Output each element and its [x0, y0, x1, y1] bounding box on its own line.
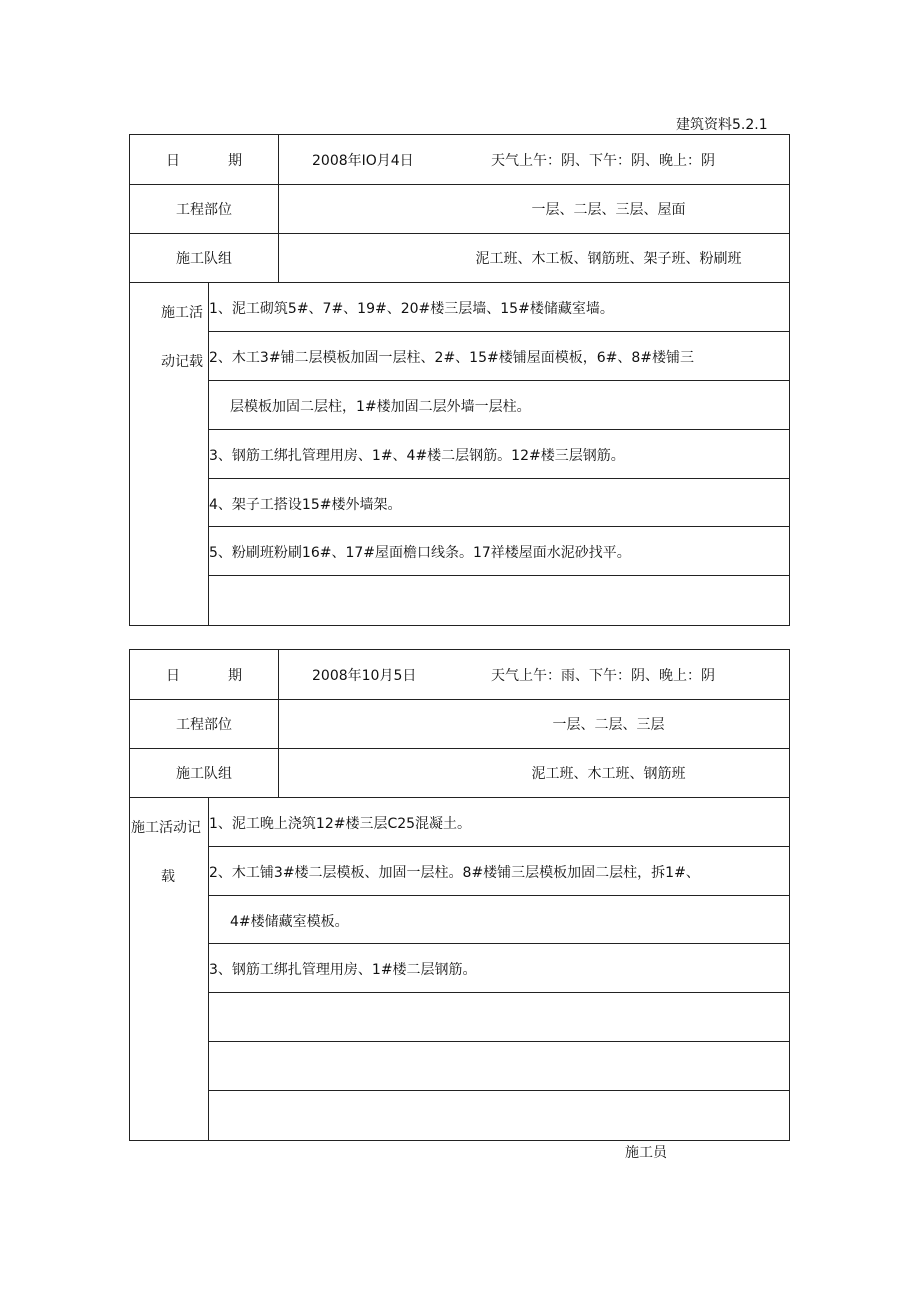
activity-row — [130, 283, 789, 625]
construction-log-table-2 — [129, 649, 790, 1141]
part-row — [130, 700, 789, 749]
team-label: 施工队组 — [130, 749, 279, 797]
activity-lines — [209, 283, 789, 625]
date-row — [130, 135, 789, 185]
activity-lines — [209, 798, 789, 1140]
team-value: 泥工班、木工板、钢筋班、架子班、粉刷班 — [475, 251, 742, 267]
team-label: 施工队组 — [130, 234, 279, 282]
construction-log-table-1 — [129, 134, 790, 626]
part-value: 一层、二层、三层 — [552, 717, 665, 733]
signer-label: 施工员 — [625, 1145, 667, 1161]
activity-line: 层模板加固二层柱，1#楼加固二层外墙一层柱。 — [209, 381, 789, 430]
date-label: 日 期 — [130, 650, 279, 699]
activity-line: 4#楼储藏室模板。 — [209, 896, 789, 944]
activity-line — [209, 1042, 789, 1091]
activity-line — [209, 576, 789, 625]
activity-line: 1、泥工砌筑5#、7#、19#、20#楼三层墙、15#楼储藏室墙。 — [209, 283, 789, 332]
activity-line: 4、架子工搭设15#楼外墙架。 — [209, 479, 789, 527]
activity-line: 3、钢筋工绑扎管理用房、1#、4#楼二层钢筋。12#楼三层钢筋。 — [209, 430, 789, 479]
activity-line: 3、钢筋工绑扎管理用房、1#楼二层钢筋。 — [209, 944, 789, 993]
activity-row — [130, 798, 789, 1140]
part-label: 工程部位 — [130, 185, 279, 233]
team-value: 泥工班、木工班、钢筋班 — [531, 766, 686, 782]
activity-line — [209, 993, 789, 1042]
weather: 天气上午：阴、下午：阴、晚上：阴 — [491, 152, 715, 169]
date-label: 日 期 — [130, 135, 279, 184]
activity-line: 5、粉刷班粉刷16#、17#屋面檐口线条。17祥楼屋面水泥砂找平。 — [209, 527, 789, 576]
activity-label: 施工活 动记载 — [130, 283, 209, 625]
activity-line: 1、泥工晚上浇筑12#楼三层C25混凝土。 — [209, 798, 789, 847]
part-label: 工程部位 — [130, 700, 279, 748]
weather: 天气上午：雨、下午：阴、晚上：阴 — [491, 667, 715, 684]
team-row — [130, 234, 789, 283]
log-date: 2008年IO月4日 — [312, 152, 414, 169]
part-value: 一层、二层、三层、屋面 — [531, 202, 686, 218]
activity-line — [209, 1091, 789, 1140]
document-code: 建筑资料5.2.1 — [676, 117, 768, 133]
part-row — [130, 185, 789, 234]
team-row — [130, 749, 789, 798]
activity-label: 施工活动记 载 — [130, 798, 209, 1140]
activity-line: 2、木工铺3#楼二层模板、加固一层柱。8#楼铺三层模板加固二层柱，拆1#、 — [209, 847, 789, 896]
date-row — [130, 650, 789, 700]
log-date: 2008年10月5日 — [312, 667, 417, 684]
activity-line: 2、木工3#铺二层模板加固一层柱、2#、15#楼铺屋面模板，6#、8#楼铺三 — [209, 332, 789, 381]
